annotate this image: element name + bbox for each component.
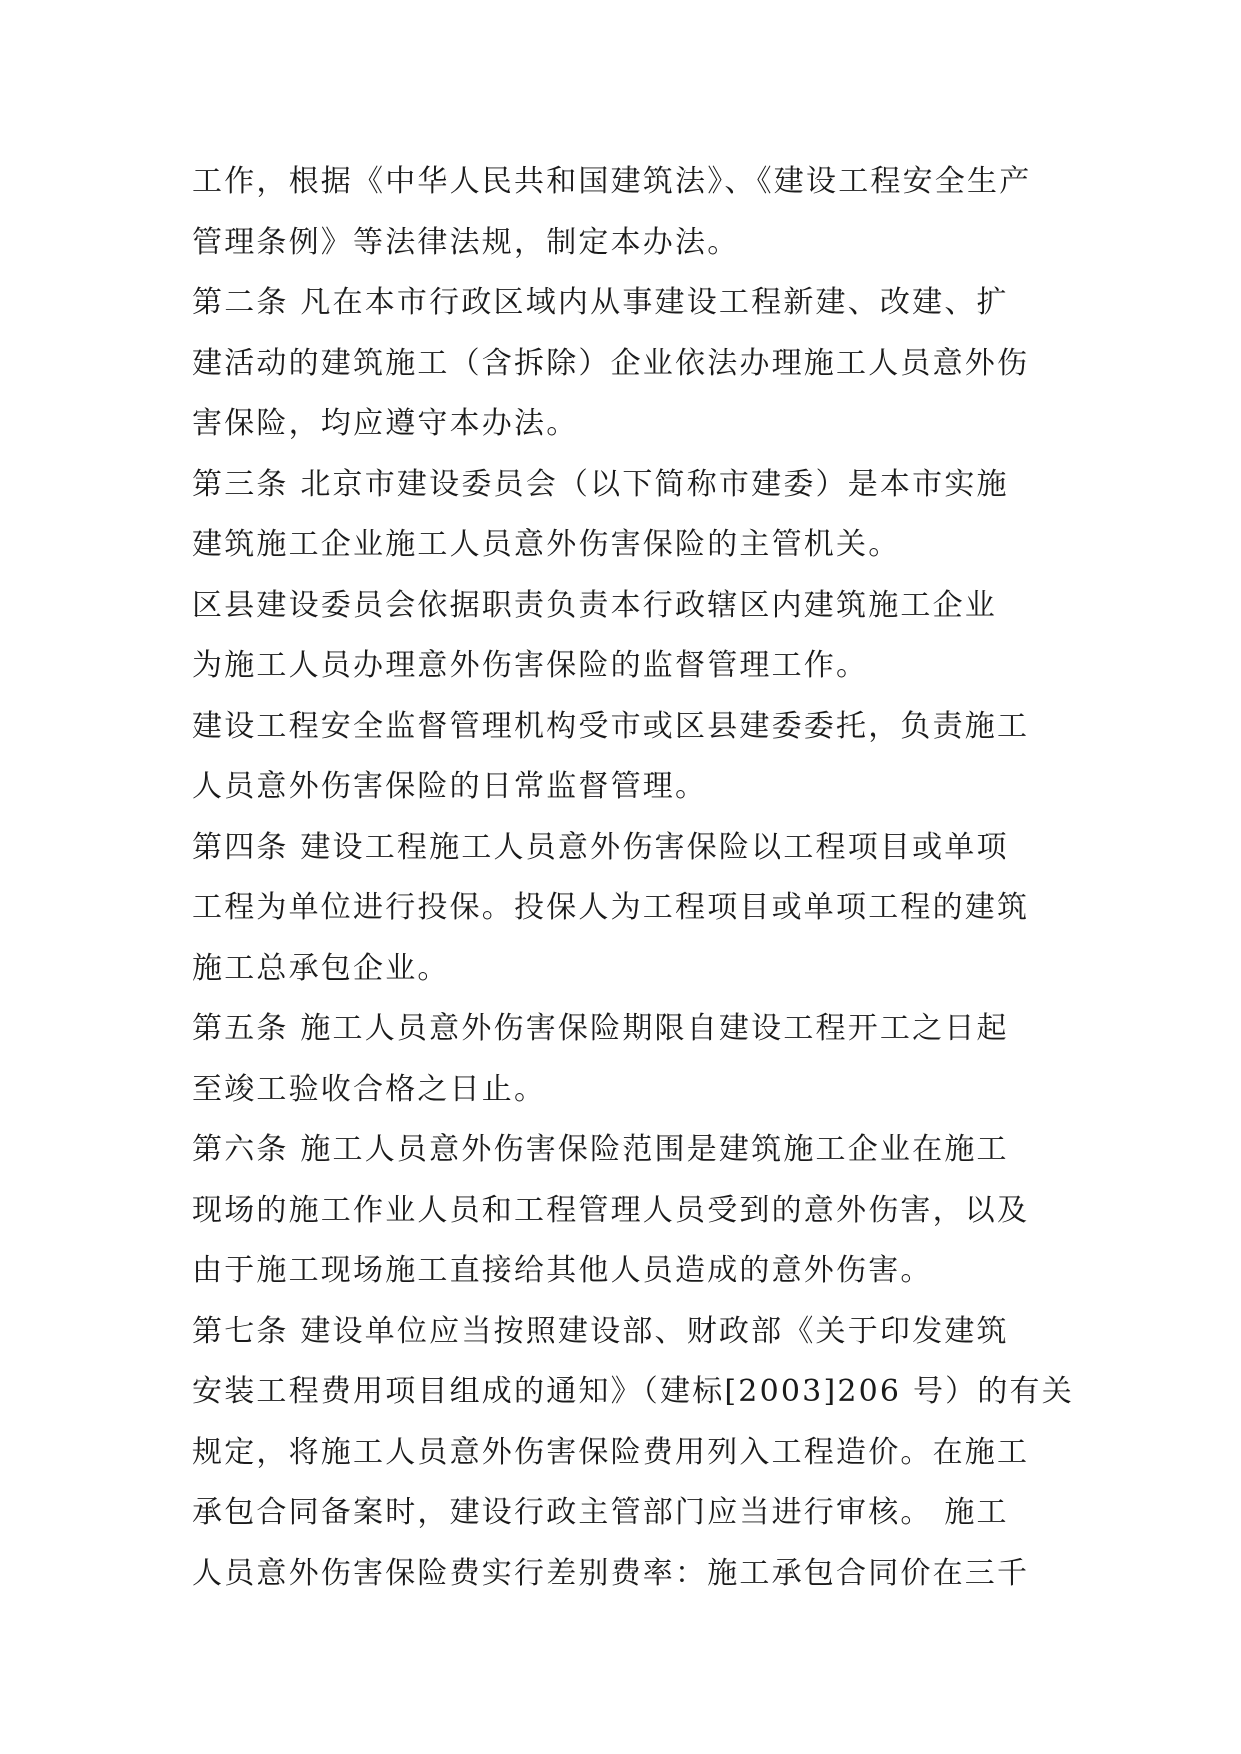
text-line: 管理条例》等法律法规，制定本办法。 (192, 224, 740, 260)
text-line: 至竣工验收合格之日止。 (192, 1071, 547, 1107)
text-line: 区县建设委员会依据职责负责本行政辖区内建筑施工企业 (192, 587, 997, 623)
text-line: 为施工人员办理意外伤害保险的监督管理工作。 (192, 648, 869, 683)
text-line: 第六条 施工人员意外伤害保险范围是建筑施工企业在施工 (192, 1132, 1009, 1167)
text-line: 建活动的建筑施工（含拆除）企业依法办理施工人员意外伤 (192, 345, 1030, 381)
text-line: 建筑施工企业施工人员意外伤害保险的主管机关。 (192, 527, 901, 562)
text-line: 害保险，均应遵守本办法。 (192, 406, 579, 441)
text-line: 建设工程安全监督管理机构受市或区县建委委托，负责施工 (192, 708, 1030, 744)
text-line: 人员意外伤害保险费实行差别费率：施工承包合同价在三千 (192, 1555, 1030, 1591)
text-line: 施工总承包企业。 (192, 950, 450, 986)
text-line: 人员意外伤害保险的日常监督管理。 (192, 769, 708, 804)
text-line: 工作，根据《中华人民共和国建筑法》、《建设工程安全生产 (192, 164, 1032, 199)
text-line: 第七条 建设单位应当按照建设部、财政部《关于印发建筑 (192, 1313, 1009, 1349)
text-line: 安装工程费用项目组成的通知》（建标[2003]206 号）的有关 (192, 1374, 1074, 1409)
text-line: 工程为单位进行投保。投保人为工程项目或单项工程的建筑 (192, 890, 1030, 925)
text-line: 承包合同备案时，建设行政主管部门应当进行审核。 施工 (192, 1495, 1009, 1530)
text-line: 第五条 施工人员意外伤害保险期限自建设工程开工之日起 (192, 1011, 1009, 1046)
text-line: 第四条 建设工程施工人员意外伤害保险以工程项目或单项 (192, 829, 1009, 865)
text-line: 由于施工现场施工直接给其他人员造成的意外伤害。 (192, 1253, 933, 1288)
text-line: 现场的施工作业人员和工程管理人员受到的意外伤害，以及 (192, 1192, 1030, 1228)
text-line: 第三条 北京市建设委员会（以下简称市建委）是本市实施 (192, 466, 1009, 502)
document-body (192, 152, 1074, 1604)
text-line: 第二条 凡在本市行政区域内从事建设工程新建、改建、扩 (192, 285, 1009, 320)
text-line: 规定，将施工人员意外伤害保险费用列入工程造价。在施工 (192, 1434, 1030, 1470)
